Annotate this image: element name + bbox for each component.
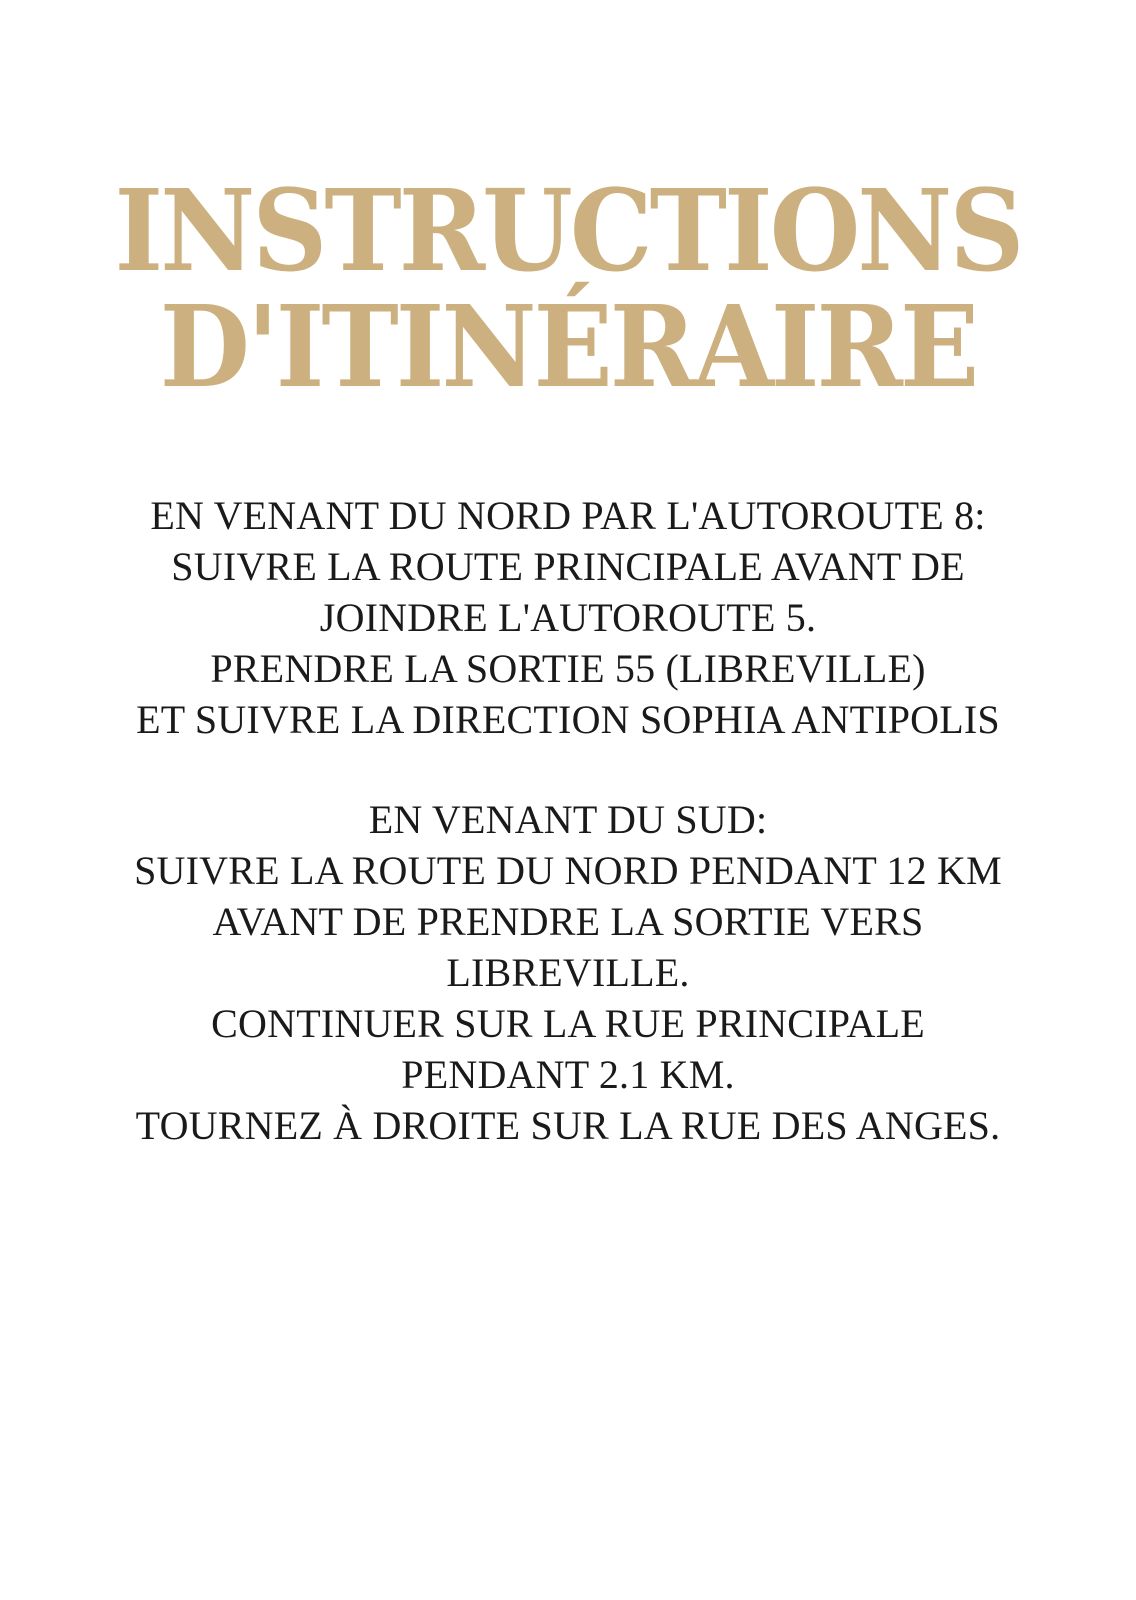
south-line-2: SUIVRE LA ROUTE DU NORD PENDANT 12 KM <box>134 848 1002 893</box>
south-line-7: TOURNEZ À DROITE SUR LA RUE DES ANGES. <box>135 1103 1001 1148</box>
north-line-2: SUIVRE LA ROUTE PRINCIPALE AVANT DE <box>171 544 965 589</box>
north-line-4: PRENDRE LA SORTIE 55 (LIBREVILLE) <box>210 646 926 691</box>
north-line-5: ET SUIVRE LA DIRECTION SOPHIA ANTIPOLIS <box>136 697 1000 742</box>
directions-from-south <box>0 794 1136 1151</box>
page-title-line-1: INSTRUCTIONS <box>114 164 1022 297</box>
south-line-6: PENDANT 2.1 KM. <box>401 1052 735 1097</box>
page-title-line-2: D'ITINÉRAIRE <box>159 280 977 413</box>
south-line-3: AVANT DE PRENDRE LA SORTIE VERS <box>212 899 924 944</box>
south-line-5: CONTINUER SUR LA RUE PRINCIPALE <box>211 1001 925 1046</box>
south-line-1: EN VENANT DU SUD: <box>368 797 768 842</box>
directions-from-north <box>0 490 1136 745</box>
north-line-3: JOINDRE L'AUTOROUTE 5. <box>319 595 817 640</box>
north-line-1: EN VENANT DU NORD PAR L'AUTOROUTE 8: <box>150 493 986 538</box>
south-line-4: LIBREVILLE. <box>446 950 690 995</box>
